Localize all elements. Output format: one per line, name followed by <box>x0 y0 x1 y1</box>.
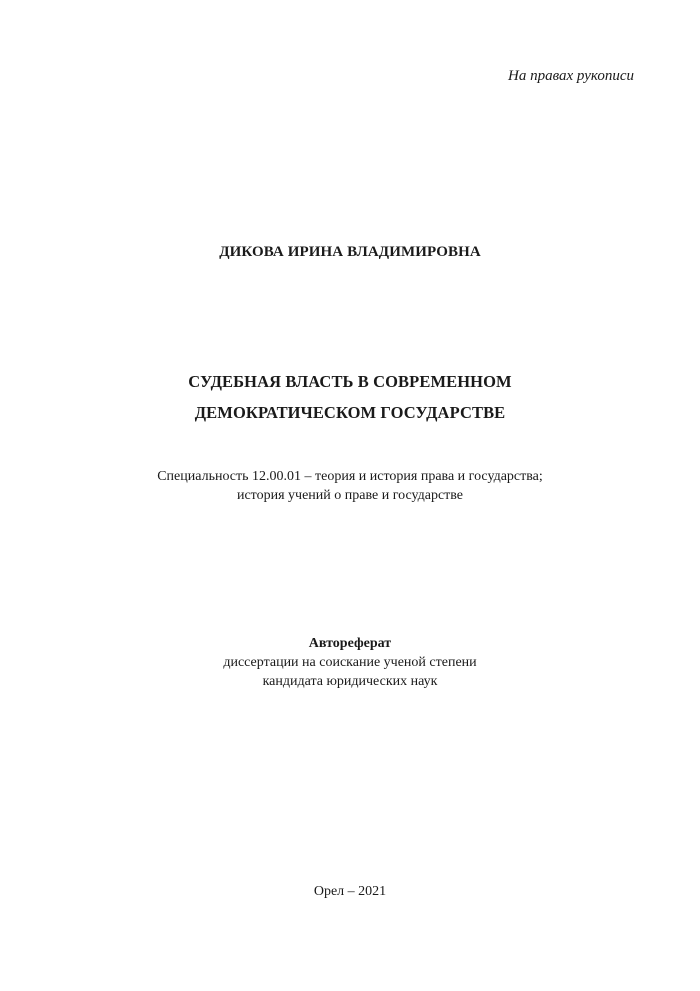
manuscript-rights-note: На правах рукописи <box>508 68 634 84</box>
abstract-line-1: диссертации на соискание ученой степени <box>223 655 477 670</box>
title-line-2: ДЕМОКРАТИЧЕСКОМ ГОСУДАРСТВЕ <box>194 403 506 422</box>
specialty-line-2: история учений о праве и государстве <box>236 488 464 503</box>
author-name: ДИКОВА ИРИНА ВЛАДИМИРОВНА <box>219 244 481 260</box>
specialty-block <box>0 467 700 505</box>
abstract-block <box>0 634 700 691</box>
place-and-year: Орел – 2021 <box>313 884 387 899</box>
abstract-line-2: кандидата юридических наук <box>262 674 438 689</box>
specialty-line-1: Специальность 12.00.01 – теория и история права и государства; <box>157 469 543 484</box>
title-line-1: СУДЕБНАЯ ВЛАСТЬ В СОВРЕМЕННОМ <box>188 372 512 391</box>
abstract-heading: Автореферат <box>308 636 392 651</box>
dissertation-title <box>0 366 700 428</box>
